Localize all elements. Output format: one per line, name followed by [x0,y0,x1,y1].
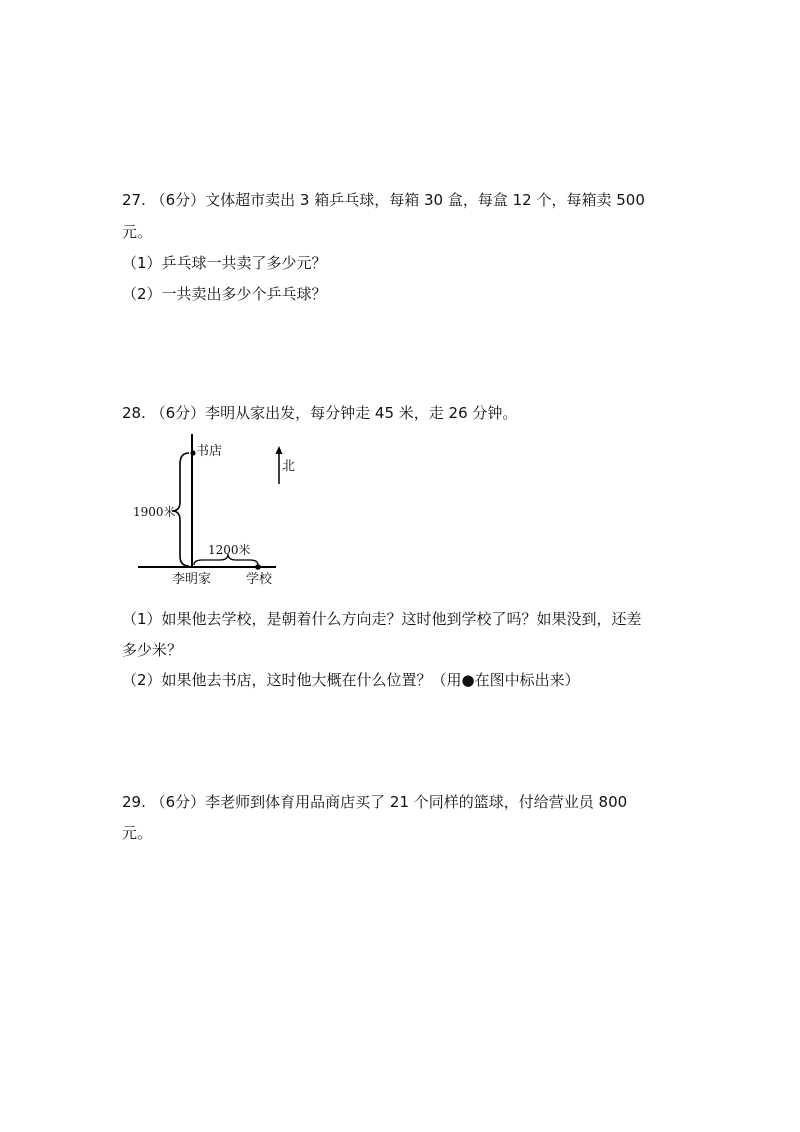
q28-stem: 28. （6分）李明从家出发，每分钟走 45 米，走 26 分钟。 [122,404,518,422]
q27-stem-line2: 元。 [122,223,153,241]
home-label: 李明家 [172,572,212,587]
q29-stem-line2: 元。 [122,824,153,842]
q29-stem-line1: 29. （6分）李老师到体育用品商店买了 21 个同样的篮球，付给营业员 800 [122,793,628,811]
north-arrow-head [276,446,283,454]
q28-subquestion-1-line2: 多少米？ [122,641,183,659]
q28-subquestion-1-line1: （1）如果他去学校，是朝着什么方向走？这时他到学校了吗？如果没到，还差 [122,610,642,628]
horizontal-distance-label: 1200米 [208,543,251,557]
north-label: 北 [282,459,296,474]
q28-subquestion-2: （2）如果他去书店，这时他大概在什么位置？（用●在图中标出来） [122,671,580,689]
bookstore-label: 书店 [196,444,223,459]
vertical-distance-label: 1900米 [133,505,176,519]
school-point [255,564,261,570]
q27-subquestion-2: （2）一共卖出多少个乒乓球？ [122,285,327,303]
school-label: 学校 [246,572,273,587]
q27-stem-line1: 27. （6分）文体超市卖出 3 箱乒乓球，每箱 30 盒，每盒 12 个，每箱卖 500 [122,191,645,209]
route-map-diagram [130,432,296,592]
q27-subquestion-1: （1）乒乓球一共卖了多少元？ [122,254,327,272]
bookstore-point [190,450,195,455]
